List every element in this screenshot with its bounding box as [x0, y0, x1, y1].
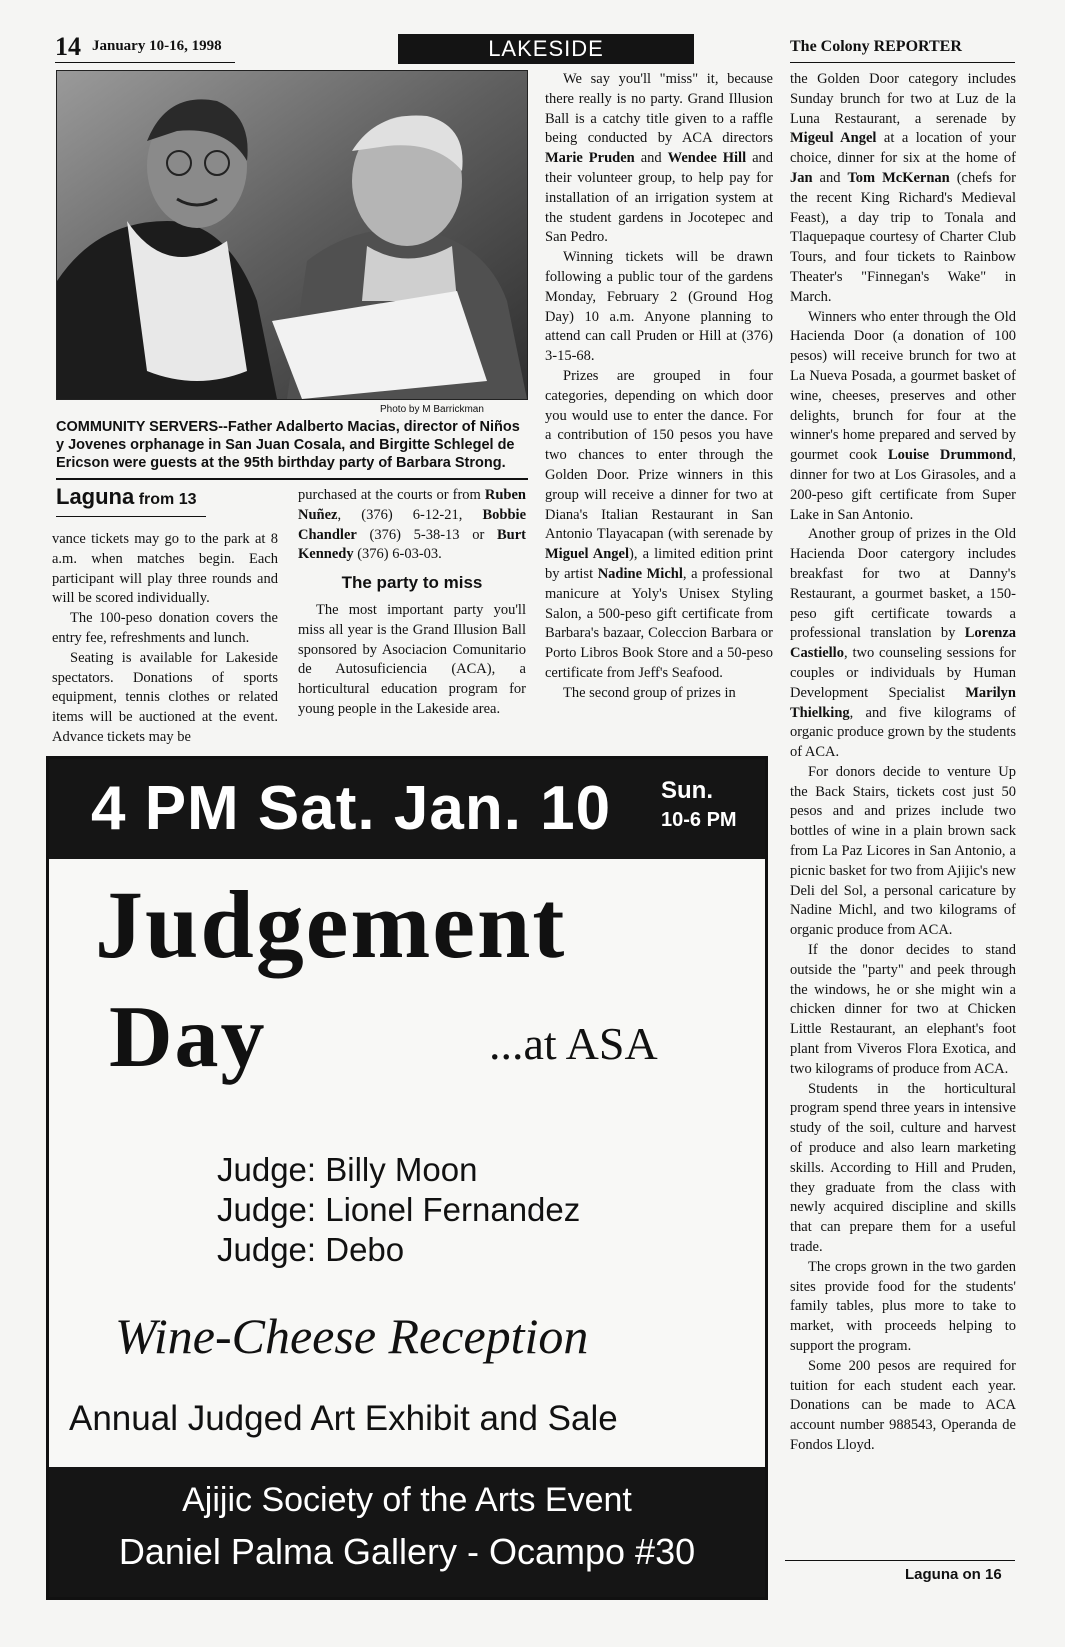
text: ), a limited edition print by artist	[545, 546, 773, 582]
paper-name: The Colony REPORTER	[790, 38, 962, 55]
person-name: Nadine Michl	[597, 565, 683, 582]
paragraph: Students in the horticultural program spend three years in intensive study of the soil, culture and harvest of produce and also learn marketing skills. According to Hill and Pruden, they graduate from the class with newly acquired discipline and skills that can prepare them for a useful trade.	[790, 1080, 1016, 1256]
text: and	[812, 169, 848, 186]
ad-sun-hours: 10-6 PM	[661, 809, 737, 831]
text: , a professional manicure at Yoly's Unisex Styling Salon, a 500-peso gift certificate from Barbara's bazaar, Coleccion Barbara or Porto Libros Book Store and a 50-peso certificate from Jeff's Seafood.	[545, 565, 774, 681]
issue-date: January 10-16, 1998	[92, 38, 222, 54]
text: and	[634, 150, 668, 167]
paragraph: The second group of prizes in	[563, 684, 736, 701]
paragraph: Seating is available for Lakeside spectators. Donations of sports equipment, tennis clothes or related items will be auctioned at the event. Advance tickets may be	[52, 649, 278, 745]
paragraph	[545, 70, 773, 248]
paragraph	[545, 367, 773, 684]
ad-society: Ajijic Society of the Arts Event	[182, 1481, 632, 1519]
text: (376) 5-38-13 or	[356, 526, 497, 543]
jump-head-name: Laguna	[56, 484, 135, 509]
paragraph: The 100-peso donation covers the entry fee, refreshments and lunch.	[52, 610, 278, 646]
subheading: The party to miss	[341, 573, 483, 593]
person-name: Burt Kennedy	[298, 526, 526, 563]
person-name: Marilyn Thielking	[790, 684, 1016, 721]
section-banner: LAKESIDE	[398, 34, 694, 64]
paragraph	[790, 308, 1016, 526]
jump-head-suffix: from 13	[138, 491, 197, 508]
text: We say you'll "miss" it, because there really is no party. Grand Illusion Ball is a catchy title given to a raffle being conducted by ACA directors	[545, 71, 773, 147]
person-name: Miguel Angel	[545, 546, 630, 563]
advertisement	[46, 756, 768, 1600]
jump-head-laguna-from	[56, 484, 196, 510]
paragraph	[790, 525, 1016, 763]
person-name: Jan	[790, 169, 813, 186]
article-column-3	[545, 70, 773, 704]
ad-title: Day	[109, 989, 267, 1086]
ad-reception: Wine-Cheese Reception	[115, 1308, 589, 1364]
paragraph: The crops grown in the two garden sites provide food for the students' family tables, plus more to take to market, with proceeds helping to support the program.	[790, 1258, 1016, 1354]
ad-venue: ...at ASA	[489, 1018, 658, 1069]
jump-line-laguna-on: Laguna on 16	[905, 1566, 1002, 1583]
article-column-1	[52, 530, 278, 748]
person-name: Wendee Hill	[667, 150, 747, 167]
paragraph: For donors decide to venture Up the Back Stairs, tickets cost just 50 pesos and and prizes include two bottles of wine in a plain brown sack from La Paz Licores in San Antonio, a picnic basket for two from Ajijic's new Deli del Sol, a personal caricature by Nadine Michl, and two kilograms of organic produce from ACA.	[790, 763, 1016, 939]
ad-gallery: Daniel Palma Gallery - Ocampo #30	[118, 1531, 696, 1572]
article-column-4	[790, 70, 1016, 1456]
ad-footer-banner	[49, 1467, 765, 1597]
paragraph: Some 200 pesos are required for tuition for each student each year. Donations can be made to ACA account number 988543, Operanda de Fondos Lloyd.	[790, 1357, 1016, 1453]
text: , (376) 6-12-21,	[337, 506, 483, 523]
news-photo	[56, 70, 528, 400]
ad-main-time: 4 PM Sat. Jan. 10	[91, 774, 612, 843]
person-name: Marie Pruden	[545, 150, 635, 167]
caption-rule	[56, 478, 528, 480]
ad-exhibit: Annual Judged Art Exhibit and Sale	[69, 1399, 618, 1438]
text: (376) 6-03-03.	[353, 546, 442, 563]
jump-rule	[56, 516, 206, 517]
ad-judge: Judge: Billy Moon	[217, 1151, 478, 1188]
photo-illustration	[57, 71, 527, 399]
ad-title: Judgement	[95, 871, 567, 978]
text: purchased at the courts or from	[298, 487, 485, 503]
paragraph: vance tickets may go to the park at 8 a.m. when matches begin. Each participant will play three rounds and will be scored individually.	[52, 531, 278, 607]
header-rule	[55, 62, 235, 63]
text: , two counseling sessions for couples or individuals by Human Development Specialist	[790, 645, 1016, 701]
text: Another group of prizes in the Old Hacienda Door catergory includes breakfast for two at Danny's Restaurant, a gourmet basket, a 150-peso gift certificate towards a professional translation by	[790, 526, 1016, 642]
text: the Golden Door category includes Sunday brunch for two at Luz de la Luna Restaurant, a serenade by	[790, 71, 1016, 127]
photo-caption: COMMUNITY SERVERS--Father Adalberto Macias, director of Niños y Jovenes orphanage in San Juan Cosala, and Birgitte Schlegel de Ericson were guests at the 95th birthday party of Barbara Strong.	[56, 419, 520, 471]
person-name: Bobbie Chandler	[298, 506, 526, 543]
paragraph	[790, 70, 1016, 308]
text: Winners who enter through the Old Hacienda Door (a donation of 100 pesos) will receive brunch for two at La Nueva Posada, a gourmet basket of wine, cheeses, preserves and other delights, brunch for four at the winner's home prepared and served by gourmet cook	[790, 308, 1016, 464]
paragraph: The most important party you'll miss all year is the Grand Illusion Ball sponsored by Asociacion Comunitario de Autosuficiencia (ACA), a horticultural education program for young people in the Lakeside area.	[298, 601, 526, 717]
person-name: Ruben Nuñez	[298, 487, 526, 523]
page-number: 14	[55, 32, 81, 61]
photo-credit: Photo by M Barrickman	[380, 404, 484, 415]
paragraph: If the donor decides to stand outside the "party" and peek through the windows, he or she might win a chicken dinner for two at Chicken Little Restaurant, an elephant's foot plant from Viveros Flora Exotica, and two kilograms of produce from ACA.	[790, 942, 1016, 1077]
ad-sun-label: Sun.	[661, 777, 713, 804]
text: Prizes are grouped in four categories, depending on which door you would use to enter the dance. For a contribution of 150 pesos you have two chances to enter through the Golden Door. Prize winners in this group will receive a dinner for two at Diana's Italian Restaurant in San Antonio Tlayacapan (with serenade by	[545, 367, 773, 543]
paragraph: Winning tickets will be drawn following a public tour of the gardens Monday, February 2 (Ground Hog Day) 10 a.m. Anyone planning to attend can call Pruden or Hill at (376) 3-15-68.	[545, 249, 773, 365]
text: and their volunteer group, to help pay for installation of an irrigation system at the student gardens in Jocotepec and San Pedro.	[545, 150, 774, 246]
text: , and five kilograms of organic produce grown by the students of ACA.	[790, 704, 1016, 761]
person-name: Lorenza Castiello	[790, 625, 1016, 662]
header-rule	[790, 62, 1015, 63]
ad-judge: Judge: Lionel Fernandez	[217, 1191, 581, 1228]
paragraph	[298, 486, 526, 565]
person-name: Migeul Angel	[790, 130, 877, 147]
jump-rule	[785, 1560, 1015, 1561]
ad-date-banner	[49, 759, 765, 859]
person-name: Louise Drummond	[888, 447, 1013, 464]
person-name: Tom McKernan	[847, 169, 950, 186]
text: , dinner for two at Los Girasoles, and a 200-peso gift certificate from Super Lake in San Antonio.	[790, 447, 1016, 523]
ad-judge: Judge: Debo	[217, 1231, 405, 1268]
article-column-2	[298, 486, 526, 720]
text: at a location of your choice, dinner for six at the home of	[790, 130, 1017, 167]
text: (chefs for the recent King Richard's Medieval Feast), a day trip to Tonala and Tlaquepaque courtesy of Charter Club Tours, and four tickets to Rainbow Theater's "Finnegan's Wake" in March.	[790, 169, 1017, 305]
